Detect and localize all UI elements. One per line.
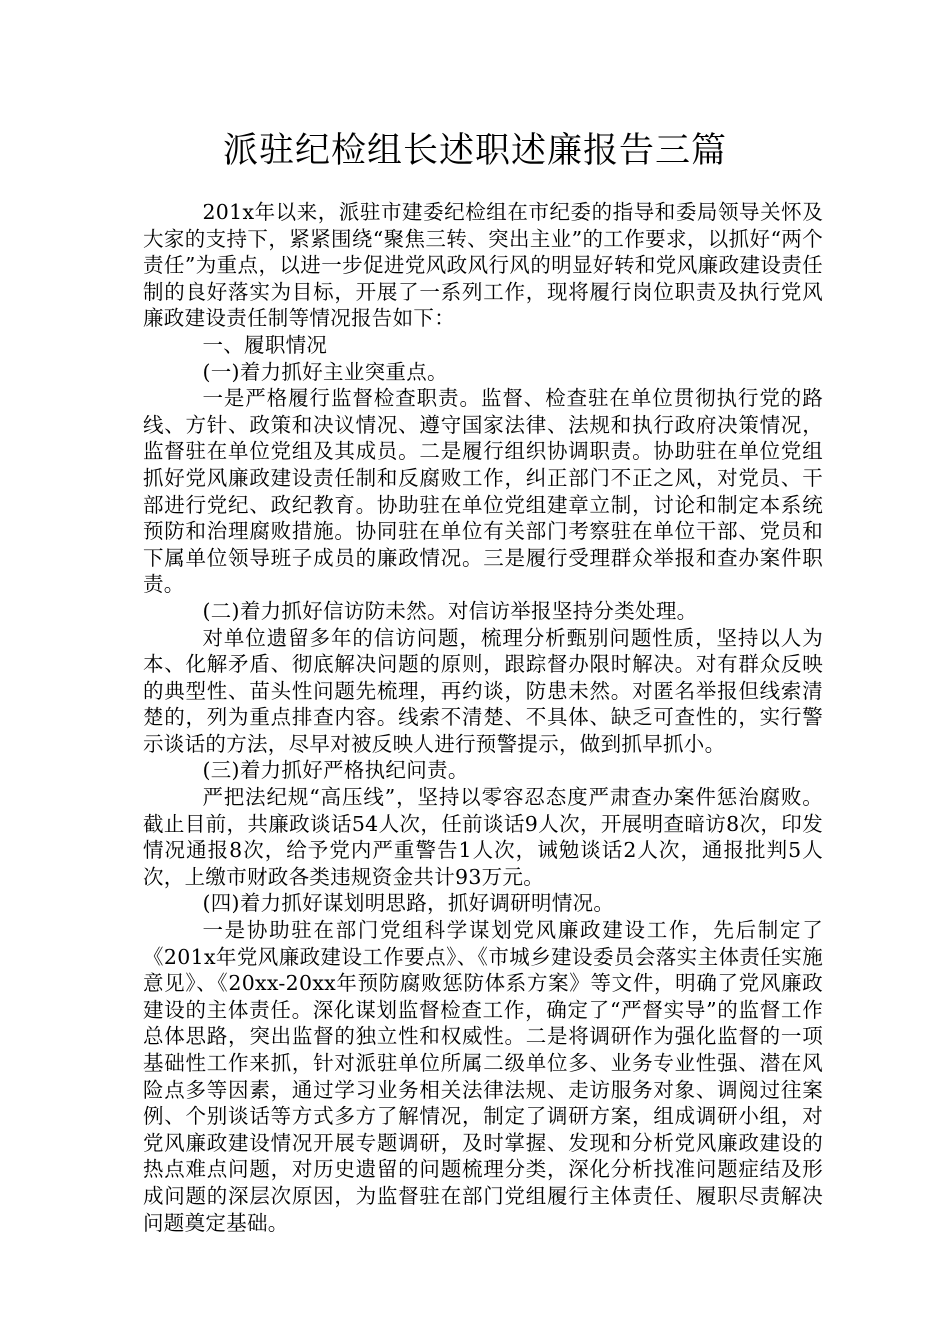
document-body (143, 199, 823, 1236)
document-title: 派驻纪检组长述职述廉报告三篇 (222, 131, 727, 171)
paragraph-planning: 一是协助驻在部门党组科学谋划党风廉政建设工作，先后制定了《201x年党风廉政建设工作要点》、《市城乡建设委员会落实主体责任实施意见》、《20xx-20xx年预防腐败惩防体系方案》等文件，明确了党风廉政建设的主体责任。深化谋划监督检查工作，确定了“严督实导”的监督工作总体思路，突出监督的独立性和权威性。二是将调研作为强化监督的一项基础性工作来抓，针对派驻单位所属二级单位多、业务专业性强、潜在风险点多等因素，通过学习业务相关法律法规、走访服务对象、调阅过往案例、个别谈话等方式多方了解情况，制定了调研方案，组成调研小组，对党风廉政建设情况开展专题调研，及时掌握、发现和分析党风廉政建设的热点难点问题，对历史遗留的问题梳理分类，深化分析找准问题症结及形成问题的深层次原因，为监督驻在部门党组履行主体责任、履职尽责解决问题奠定基础。 (143, 918, 823, 1235)
paragraph-discipline: 严把法纪规“高压线”，坚持以零容忍态度严肃查办案件惩治腐败。截止目前，共廉政谈话54人次，任前谈话9人次，开展明查暗访8次，印发情况通报8次，给予党内严重警告1人次，诫勉谈话2人次，通报批判5人次，上缴市财政各类违规资金共计93万元。 (143, 785, 823, 889)
paragraph-intro: 201x年以来，派驻市建委纪检组在市纪委的指导和委局领导关怀及大家的支持下，紧紧围绕“聚焦三转、突出主业”的工作要求，以抓好“两个责任”为重点，以进一步促进党风政风行风的明显好转和党风廉政建设责任制的良好落实为目标，开展了一系列工作，现将履行岗位职责及执行党风廉政建设责任制等情况报告如下： (143, 200, 823, 331)
paragraph-petition: 对单位遗留多年的信访问题，梳理分析甄别问题性质，坚持以人为本、化解矛盾、彻底解决问题的原则，跟踪督办限时解决。对有群众反映的典型性、苗头性问题先梳理，再约谈，防患未然。对匿名举报但线索清楚的，列为重点排查内容。线索不清楚、不具体、缺乏可查性的，实行警示谈话的方法，尽早对被反映人进行预警提示，做到抓早抓小。 (143, 625, 823, 756)
subheading-discipline: (三)着力抓好严格执纪问责。 (202, 758, 469, 783)
subheading-petition: (二)着力抓好信访防未然。对信访举报坚持分类处理。 (202, 598, 698, 623)
paragraph-main-duty: 一是严格履行监督检查职责。监督、检查驻在单位贯彻执行党的路线、方针、政策和决议情况、遵守国家法律、法规和执行政府决策情况，监督驻在单位党组及其成员。二是履行组织协调职责。协助驻在单位党组抓好党风廉政建设责任制和反腐败工作，纠正部门不正之风，对党员、干部进行党纪、政纪教育。协助驻在单位党组建章立制，讨论和制定本系统预防和治理腐败措施。协同驻在单位有关部门考察驻在单位干部、党员和下属单位领导班子成员的廉政情况。三是履行受理群众举报和查办案件职责。 (143, 386, 823, 597)
section-heading-performance: 一、履职情况 (202, 332, 328, 357)
subheading-main-duty: (一)着力抓好主业突重点。 (202, 359, 448, 384)
subheading-planning: (四)着力抓好谋划明思路，抓好调研明情况。 (202, 891, 615, 916)
